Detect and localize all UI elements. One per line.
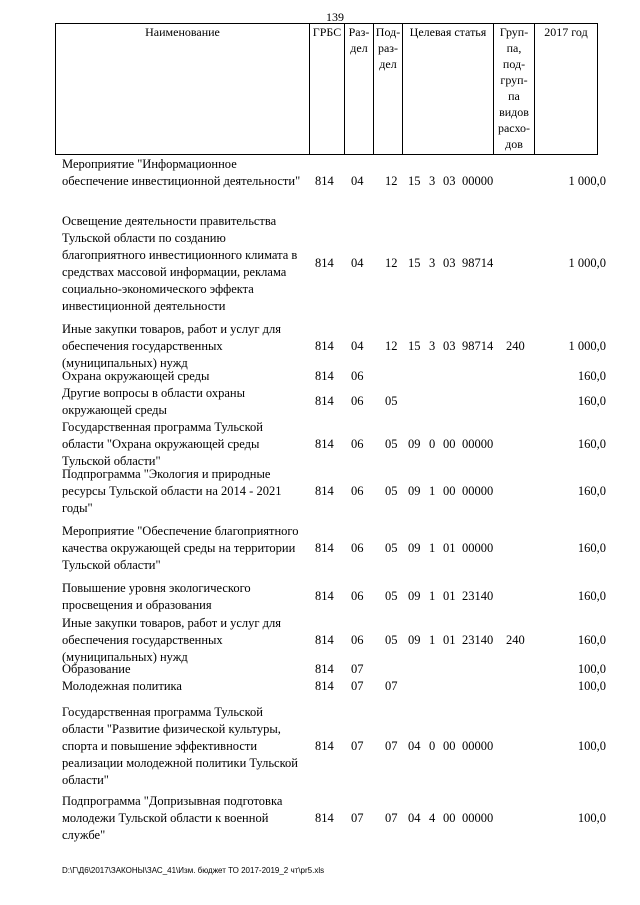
- row-razdel: 06: [351, 589, 364, 603]
- row-target-subprogram: 3: [429, 174, 436, 188]
- row-target-direction: 00000: [462, 739, 494, 753]
- row-razdel: 06: [351, 437, 364, 451]
- row-podrazdel: 05: [385, 633, 398, 647]
- row-grbs: 814: [315, 662, 334, 676]
- row-podrazdel: 05: [385, 541, 398, 555]
- header-podrazdel: Под- раз- дел: [374, 24, 403, 155]
- row-name: Освещение деятельности правительства Тульской области по созданию благоприятного инвестиционного климата в средствах массовой информации, реклама социально-экономического эффекта инвестиционной деятельности: [62, 214, 298, 313]
- row-target-event: 00: [443, 437, 456, 451]
- page-number: 139: [326, 10, 344, 24]
- row-name: Мероприятие "Информационное обеспечение инвестиционной деятельности": [62, 157, 301, 188]
- row-target-program: 04: [408, 739, 421, 753]
- row-amount: 160,0: [577, 394, 606, 408]
- row-target-subprogram: 4: [429, 811, 436, 825]
- row-amount: 160,0: [577, 633, 606, 647]
- row-target-direction: 23140: [462, 633, 494, 647]
- row-podrazdel: 12: [385, 339, 398, 353]
- row-target-subprogram: 1: [429, 541, 436, 555]
- row-amount: 1 000,0: [568, 339, 606, 353]
- row-target-direction: 98714: [462, 256, 494, 270]
- header-year: 2017 год: [535, 24, 598, 155]
- row-grbs: 814: [315, 256, 334, 270]
- file-path-footer: D:\Г\Д6\2017\ЗАКОНЫ\ЗАС_41\Изм. бюджет ТО 2017-2019_2 чт\pr5.xls: [62, 866, 325, 875]
- row-razdel: 06: [351, 394, 364, 408]
- row-razdel: 04: [351, 174, 364, 188]
- row-name: Молодежная политика: [62, 679, 182, 693]
- row-target-subprogram: 1: [429, 589, 436, 603]
- row-target-program: 09: [408, 541, 421, 555]
- row-grbs: 814: [315, 394, 334, 408]
- row-name: Государственная программа Тульской области "Охрана окружающей среды Тульской области": [62, 420, 263, 468]
- row-podrazdel: 07: [385, 739, 398, 753]
- row-target-direction: 00000: [462, 484, 494, 498]
- row-podrazdel: 07: [385, 811, 398, 825]
- row-target-subprogram: 3: [429, 339, 436, 353]
- row-podrazdel: 05: [385, 437, 398, 451]
- row-target-subprogram: 0: [429, 437, 436, 451]
- row-target-subprogram: 1: [429, 484, 436, 498]
- row-podrazdel: 05: [385, 589, 398, 603]
- row-razdel: 06: [351, 541, 364, 555]
- row-grbs: 814: [315, 437, 334, 451]
- row-amount: 100,0: [577, 811, 606, 825]
- row-podrazdel: 05: [385, 484, 398, 498]
- row-target-program: 09: [408, 437, 421, 451]
- row-target-program: 09: [408, 589, 421, 603]
- row-name: Другие вопросы в области охраны окружающей среды: [62, 386, 246, 417]
- row-podrazdel: 05: [385, 394, 398, 408]
- row-amount: 100,0: [577, 662, 606, 676]
- row-amount: 160,0: [577, 369, 606, 383]
- row-target-event: 03: [443, 256, 456, 270]
- row-grbs: 814: [315, 679, 334, 693]
- row-razdel: 06: [351, 484, 364, 498]
- row-grbs: 814: [315, 811, 334, 825]
- row-name: Образование: [62, 662, 131, 676]
- row-grbs: 814: [315, 589, 334, 603]
- row-name: Мероприятие "Обеспечение благоприятного качества окружающей среды на территории Тульской области": [62, 524, 299, 572]
- row-target-program: 09: [408, 484, 421, 498]
- row-target-program: 15: [408, 339, 421, 353]
- row-target-event: 00: [443, 811, 456, 825]
- row-name: Повышение уровня экологического просвещения и образования: [62, 581, 251, 612]
- row-target-event: 01: [443, 589, 456, 603]
- row-target-event: 00: [443, 739, 456, 753]
- row-target-direction: 00000: [462, 437, 494, 451]
- row-name: Охрана окружающей среды: [62, 369, 210, 383]
- header-razdel: Раз- дел: [345, 24, 374, 155]
- row-expense-group: 240: [506, 633, 525, 647]
- row-name: Подпрограмма "Экология и природные ресурсы Тульской области на 2014 - 2021 годы": [62, 467, 282, 515]
- row-name: Иные закупки товаров, работ и услуг для обеспечения государственных (муниципальных) нужд: [62, 322, 282, 370]
- row-amount: 160,0: [577, 541, 606, 555]
- row-razdel: 07: [351, 811, 364, 825]
- row-name: Подпрограмма "Допризывная подготовка молодежи Тульской области к военной службе": [62, 794, 283, 842]
- row-grbs: 814: [315, 369, 334, 383]
- row-razdel: 07: [351, 679, 364, 693]
- row-target-program: 04: [408, 811, 421, 825]
- row-target-subprogram: 1: [429, 633, 436, 647]
- row-target-direction: 98714: [462, 339, 494, 353]
- row-razdel: 07: [351, 662, 364, 676]
- row-target-event: 01: [443, 633, 456, 647]
- row-amount: 160,0: [577, 437, 606, 451]
- row-grbs: 814: [315, 339, 334, 353]
- row-target-event: 03: [443, 174, 456, 188]
- row-grbs: 814: [315, 174, 334, 188]
- row-target-event: 00: [443, 484, 456, 498]
- row-target-direction: 23140: [462, 589, 494, 603]
- row-target-program: 15: [408, 174, 421, 188]
- row-razdel: 04: [351, 256, 364, 270]
- row-grbs: 814: [315, 484, 334, 498]
- row-podrazdel: 07: [385, 679, 398, 693]
- header-grbs: ГРБС: [310, 24, 345, 155]
- header-celevaya: Целевая статья: [403, 24, 494, 155]
- header-name: Наименование: [56, 24, 310, 155]
- row-expense-group: 240: [506, 339, 525, 353]
- row-razdel: 07: [351, 739, 364, 753]
- row-amount: 100,0: [577, 739, 606, 753]
- row-amount: 100,0: [577, 679, 606, 693]
- row-grbs: 814: [315, 541, 334, 555]
- row-target-direction: 00000: [462, 174, 494, 188]
- row-razdel: 06: [351, 369, 364, 383]
- row-amount: 160,0: [577, 589, 606, 603]
- row-target-subprogram: 0: [429, 739, 436, 753]
- row-razdel: 06: [351, 633, 364, 647]
- row-target-event: 03: [443, 339, 456, 353]
- row-amount: 1 000,0: [568, 174, 606, 188]
- table-header: [55, 23, 598, 155]
- row-grbs: 814: [315, 739, 334, 753]
- row-name: Государственная программа Тульской области "Развитие физической культуры, спорта и повышение эффективности реализации молодежной политики Тульской области": [62, 705, 298, 787]
- row-podrazdel: 12: [385, 174, 398, 188]
- row-target-direction: 00000: [462, 811, 494, 825]
- row-amount: 1 000,0: [568, 256, 606, 270]
- header-gruppa: Груп- па, под- груп- па видов расхо- дов: [494, 24, 535, 155]
- row-grbs: 814: [315, 633, 334, 647]
- row-razdel: 04: [351, 339, 364, 353]
- row-name: Иные закупки товаров, работ и услуг для обеспечения государственных (муниципальных) нужд: [62, 616, 282, 664]
- row-target-direction: 00000: [462, 541, 494, 555]
- row-target-program: 09: [408, 633, 421, 647]
- row-target-program: 15: [408, 256, 421, 270]
- row-target-subprogram: 3: [429, 256, 436, 270]
- row-target-event: 01: [443, 541, 456, 555]
- row-amount: 160,0: [577, 484, 606, 498]
- row-podrazdel: 12: [385, 256, 398, 270]
